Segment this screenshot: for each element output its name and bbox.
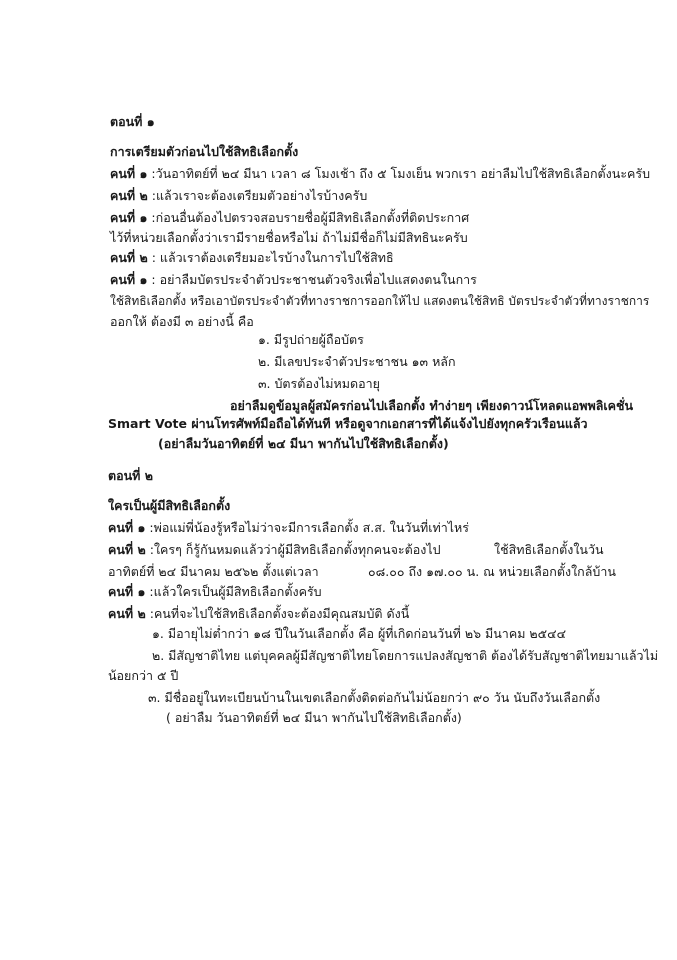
dialogue-line: [108, 520, 469, 536]
dialogue-text: :แล้วเราจะต้องเตรียมตัวอย่างไรบ้างครับ: [151, 188, 368, 203]
dialogue-text: : แล้วเราต้องเตรียมอะไรบ้างในการไปใช้สิทธิ: [151, 250, 394, 265]
dialogue-text: :วันอาทิตย์ที่ ๒๔ มีนา เวลา ๘ โมงเช้า ถึง ๕ โมงเย็น พวกเรา อย่าลืมไปใช้สิทธิเลือกตั้งนะครับ: [151, 166, 651, 181]
list-item: ๓. บัตรต้องไม่หมดอายุ: [258, 376, 380, 391]
qualification-item: ๒. มีสัญชาติไทย แต่บุคคลผู้มีสัญชาติไทยโดยการแปลงสัญชาติ ต้องได้รับสัญชาติไทยมาแล้วไม่: [152, 648, 659, 663]
notice-line: อย่าลืมดูข้อมูลผู้สมัครก่อนไปเลือกตั้ง ทำง่ายๆ เพียงดาวน์โหลดแอพพลิเคชั่น: [230, 398, 634, 413]
section2-header: ตอนที่ ๒: [108, 468, 154, 483]
list-item: ๑. มีรูปถ่ายผู้ถือบัตร: [258, 332, 364, 347]
speaker-label: คนที่ ๑: [110, 166, 148, 181]
reminder-line: ( อย่าลืม วันอาทิตย์ที่ ๒๔ มีนา พากันไปใช้สิทธิเลือกตั้ง): [166, 710, 462, 725]
notice-line: Smart Vote ผ่านโทรศัพท์มือถือได้ทันที หรือดูจากเอกสารที่ได้แจ้งไปยังทุกครัวเรือนแล้ว: [108, 416, 588, 431]
notice-line: (อย่าลืมวันอาทิตย์ที่ ๒๔ มีนา พากันไปใช้สิทธิเลือกตั้ง): [158, 436, 449, 451]
dialogue-continuation: ๐๘.๐๐ ถึง ๑๗.๐๐ น. ณ หน่วยเลือกตั้งใกล้บ้าน: [368, 564, 616, 579]
dialogue-continuation: ไว้ที่หน่วยเลือกตั้งว่าเรามีรายชื่อหรือไม่ ถ้าไม่มีชื่อก็ไม่มีสิทธินะครับ: [110, 230, 468, 245]
dialogue-line: [108, 542, 441, 558]
dialogue-line: [108, 584, 322, 600]
speaker-label: คนที่ ๒: [108, 542, 146, 557]
dialogue-continuation: ใช้สิทธิเลือกตั้ง หรือเอาบัตรประจำตัวที่ทางราชการออกให้ไป แสดงตนใช้สิทธิ บัตรประจำตัวที่ทางราชการ: [110, 294, 650, 308]
qualification-item: ๓. มีชื่ออยู่ในทะเบียนบ้านในเขตเลือกตั้งติดต่อกันไม่น้อยกว่า ๙๐ วัน นับถึงวันเลือกตั้ง: [148, 690, 601, 705]
section1-title: การเตรียมตัวก่อนไปใช้สิทธิเลือกตั้ง: [110, 144, 299, 159]
qualification-continuation: น้อยกว่า ๕ ปี: [108, 668, 179, 683]
section1-header: ตอนที่ ๑: [110, 114, 155, 129]
dialogue-continuation: อาทิตย์ที่ ๒๔ มีนาคม ๒๕๖๒ ตั้งแต่เวลา: [108, 564, 319, 579]
dialogue-text: :พ่อแม่พี่น้องรู้หรือไม่ว่าจะมีการเลือกตั้ง ส.ส. ในวันที่เท่าไหร่: [149, 520, 469, 535]
dialogue-line: [110, 166, 650, 182]
dialogue-text: :ก่อนอื่นต้องไปตรวจสอบรายชื่อผู้มีสิทธิเลือกตั้งที่ติดประกาศ: [151, 210, 470, 225]
dialogue-line: [110, 250, 394, 266]
speaker-label: คนที่ ๑: [110, 210, 148, 225]
dialogue-text: :คนที่จะไปใช้สิทธิเลือกตั้งจะต้องมีคุณสมบัติ ดังนี้: [149, 606, 410, 621]
speaker-label: คนที่ ๒: [110, 188, 148, 203]
dialogue-line: [110, 272, 477, 288]
section2-title: ใครเป็นผู้มีสิทธิเลือกตั้ง: [108, 498, 231, 513]
dialogue-line: [110, 210, 469, 226]
dialogue-continuation: ออกให้ ต้องมี ๓ อย่างนี้ คือ: [110, 314, 254, 329]
dialogue-text-right: ใช้สิทธิเลือกตั้งในวัน: [494, 542, 604, 557]
speaker-label: คนที่ ๑: [110, 272, 148, 287]
speaker-label: คนที่ ๑: [108, 584, 146, 599]
dialogue-text: :แล้วใครเป็นผู้มีสิทธิเลือกตั้งครับ: [149, 584, 322, 599]
qualification-item: ๑. มีอายุไม่ต่ำกว่า ๑๘ ปีในวันเลือกตั้ง คือ ผู้ที่เกิดก่อนวันที่ ๒๖ มีนาคม ๒๕๔๔: [152, 626, 567, 641]
speaker-label: คนที่ ๒: [110, 250, 148, 265]
list-item: ๒. มีเลขประจำตัวประชาชน ๑๓ หลัก: [258, 354, 456, 369]
dialogue-text: :ใครๆ ก็รู้กันหมดแล้วว่าผู้มีสิทธิเลือกตั้งทุกคนจะต้องไป: [149, 542, 441, 557]
dialogue-line: [110, 188, 367, 204]
speaker-label: คนที่ ๒: [108, 606, 146, 621]
dialogue-text: : อย่าลืมบัตรประจำตัวประชาชนตัวจริงเพื่อไปแสดงตนในการ: [151, 272, 477, 287]
dialogue-line: [108, 606, 409, 622]
speaker-label: คนที่ ๑: [108, 520, 146, 535]
